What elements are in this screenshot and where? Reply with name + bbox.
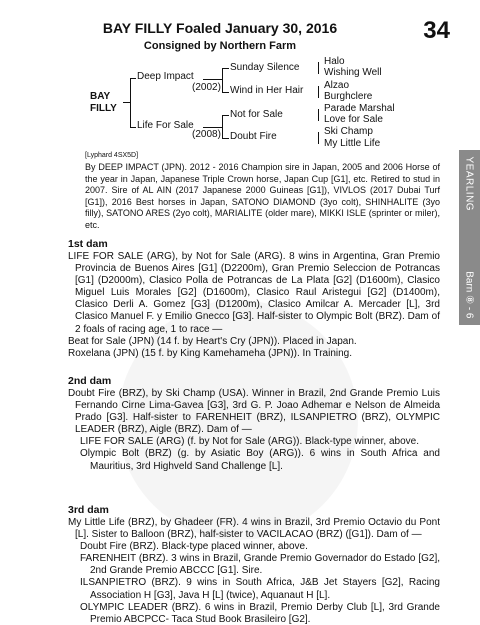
pedigree-bracket-2b-bottom — [222, 138, 229, 139]
pedigree-sire-year: (2002) — [192, 82, 221, 93]
pedigree-ddd: My Little Life — [324, 138, 381, 149]
first-dam-entry: LIFE FOR SALE (ARG), by Not for Sale (ARG). 8 wins in Argentina, Gran Premio Provincia de Buenos Aires [G1] (D2200m), Gran Premio Seleccion de Potrancas [G1] (D2000m), Clasico Polla de Potrancas de La Plata [G2] (D1600m), Clasico Miguel Luis Morales [G2] (D1600m), Clasico Raul Aristegui [G2] (D1400m), Clasico Derli A. Gomez [G3] (D1200m), Clasico Amilcar A. Mercader [L], 3rd Clasico Manuel F. y Emilio Gnecco [G3]. Half-sister to Olympic Bolt (BRZ). Dam of 2 foals of racing age, 1 to race — — [68, 251, 440, 335]
foal-entry: Doubt Fire (BRZ). Black-type placed winner, above. — [80, 541, 308, 553]
pedigree-dds: Ski Champ — [324, 126, 373, 137]
second-dam-heading: 2nd dam — [68, 375, 112, 387]
pedigree-bracket-2b-stub — [203, 127, 222, 128]
third-dam-entry: My Little Life (BRZ), by Ghadeer (FR). 4 wins in Brazil, 3rd Premio Octavio du Pont [L]. Sister to Balloon (BRZ), half-sister to VACILACAO (BRZ) ([G1]). Dam of — — [68, 517, 440, 541]
pedigree-bracket-3b — [318, 86, 319, 98]
hip-number: 34 — [423, 17, 450, 44]
foal-entry: Olympic Bolt (BRZ) (g. by Asiatic Boy (ARG)). 6 wins in South Africa and Mauritius, 3rd Highveld Sand Challenge [L]. — [80, 448, 440, 472]
pedigree-sire: Deep Impact — [137, 71, 194, 82]
pedigree-dam-dam: Doubt Fire — [230, 131, 277, 142]
foal-entry: Roxelana (JPN) (15 f. by King Kamehameha (JPN)). In Training. — [68, 347, 353, 359]
pedigree-sss: Halo — [324, 56, 345, 67]
third-dam-heading: 3rd dam — [68, 504, 109, 516]
pedigree-bracket-2b-top — [222, 115, 229, 116]
sire-summary: By DEEP IMPACT (JPN). 2012 - 2016 Champion sire in Japan, 2005 and 2006 Horse of the year in Japan, Japanese Triple Crown horse, Japan Cup [G1], etc. Retired to stud in 2007. Sire of AL AIN (2017 Japanese 2000 Guineas [G1]), VIVLOS (2017 Dubai Turf [G1]), 2016 Best horses in Japan, SATONO DIAMOND (3yo colt), SHINHALITE (3yo filly), SATONO ARES (2yo colt), MARIALITE (older mare), MIKKI ISLE (sprinter or miler), etc. — [85, 162, 440, 230]
pedigree-dsd: Love for Sale — [324, 114, 383, 125]
yearling-side-tab — [459, 150, 480, 325]
pedigree-sire-sire: Sunday Silence — [230, 62, 300, 73]
pedigree-bracket-2a — [222, 68, 223, 92]
pedigree-sdd: Burghclere — [324, 91, 373, 102]
pedigree-dss: Parade Marshal — [324, 103, 395, 114]
pedigree-sds: Alzao — [324, 80, 350, 91]
pedigree-bracket-2a-stub — [203, 79, 222, 80]
consignor-line: Consigned by Northern Farm — [143, 40, 297, 52]
pedigree-bracket-2b — [222, 115, 223, 138]
foal-entry: ILSANPIETRO (BRZ). 9 wins in South Africa, J&B Jet Stayers [G2], Racing Association H [G3], Java H [L] (twice), Aquanaut H [L]. — [80, 577, 440, 601]
pedigree-bracket-3c — [318, 109, 319, 121]
pedigree-bracket-1 — [130, 78, 131, 127]
barn-label: Barn ⑧ - 6 — [463, 271, 475, 319]
pedigree-ssd: Wishing Well — [324, 67, 382, 78]
second-dam-section — [68, 388, 440, 473]
pedigree-bracket-1-stub — [123, 102, 130, 103]
pedigree-bracket-3a — [318, 62, 319, 74]
foal-entry: OLYMPIC LEADER (BRZ). 6 wins in Brazil, Premio Derby Club [L], 3rd Grande Premio ABCPCC- Taca Stud Book Brasileiro [G2]. — [80, 601, 440, 625]
pedigree-bracket-1-top — [130, 78, 136, 79]
pedigree-dam-year: (2008) — [192, 129, 221, 140]
page-title: BAY FILLY Foaled January 30, 2016 — [102, 20, 338, 36]
third-dam-section — [68, 517, 440, 625]
pedigree-bracket-2a-bottom — [222, 92, 229, 93]
pedigree-dam: Life For Sale — [137, 120, 194, 131]
pedigree-subject-line1: BAY — [90, 91, 111, 102]
pedigree-bracket-2a-top — [222, 68, 229, 69]
foal-entry: LIFE FOR SALE (ARG) (f. by Not for Sale (ARG)). Black-type winner, above. — [80, 436, 419, 448]
foal-entry: Beat for Sale (JPN) (14 f. by Heart's Cry (JPN)). Placed in Japan. — [68, 335, 357, 347]
side-tab-label: YEARLING — [463, 156, 475, 212]
pedigree-subject-line2: FILLY — [90, 103, 117, 114]
first-dam-heading: 1st dam — [68, 238, 108, 250]
pedigree-dam-sire: Not for Sale — [230, 109, 283, 120]
pedigree-inbreeding-note: [Lyphard 4SX5D] — [85, 152, 139, 159]
foal-entry: FARENHEIT (BRZ). 3 wins in Brazil, Grande Premio Governador do Estado [G2], 2nd Grande Premio ABCCC [G1]. Sire. — [80, 553, 440, 577]
pedigree-bracket-1-bottom — [130, 127, 136, 128]
pedigree-sire-dam: Wind in Her Hair — [230, 85, 304, 96]
second-dam-entry: Doubt Fire (BRZ), by Ski Champ (USA). Winner in Brazil, 2nd Grande Premio Luis Fernando Cirne Lima-Gavea [G3], 3rd G. P. Joao Adhemar e Nelson de Almeida Prado [G3]. Half-sister to FARENHEIT (BRZ), ILSANPIETRO (BRZ), OLYMPIC LEADER (BRZ), Aigle (BRZ). Dam of — — [68, 388, 440, 436]
pedigree-bracket-3d — [318, 132, 319, 144]
first-dam-section — [68, 251, 440, 360]
